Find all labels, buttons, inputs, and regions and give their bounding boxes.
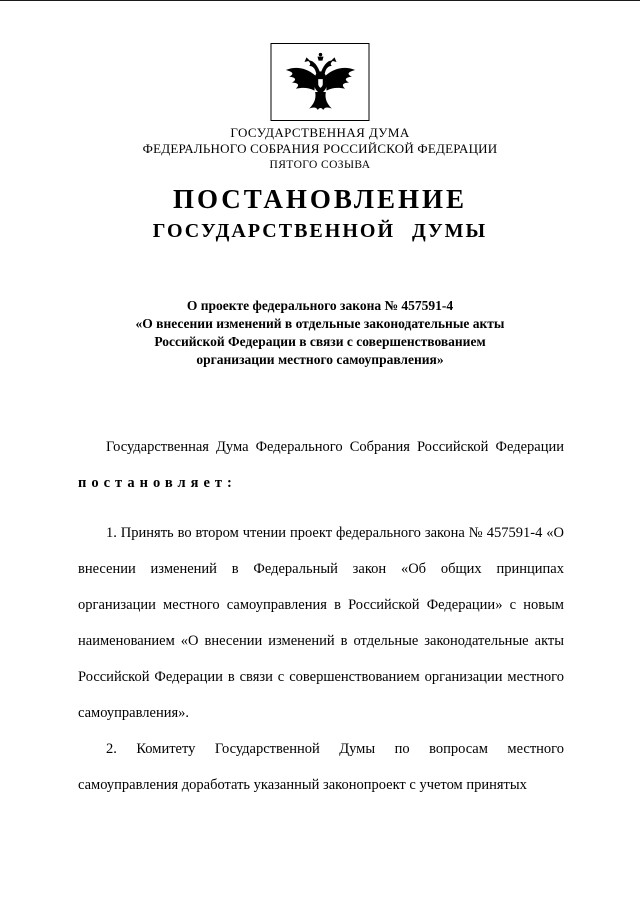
document-type-subtitle: ГОСУДАРСТВЕННОЙ ДУМЫ xyxy=(152,220,488,242)
subject-line-2: «О внесении изменений в отдельные законодательные акты xyxy=(135,316,505,331)
org-name-line1: ГОСУДАРСТВЕННАЯ ДУМА xyxy=(230,125,410,140)
subject-line-3: Российской Федерации в связи с совершенствованием xyxy=(154,334,486,349)
subject-line-4: организации местного самоуправления» xyxy=(196,352,444,367)
document-type-title: ПОСТАНОВЛЕНИЕ xyxy=(172,184,468,214)
document-type-block xyxy=(0,184,640,243)
paragraph-2: 2. Комитету Государственной Думы по вопросам местного самоуправления доработать указанный законопроект с учетом принятых xyxy=(78,741,564,793)
org-name-line2: ФЕДЕРАЛЬНОГО СОБРАНИЯ РОССИЙСКОЙ ФЕДЕРАЦИИ xyxy=(142,141,498,156)
resolve-word: постановляет: xyxy=(78,475,237,491)
org-convocation-line: ПЯТОГО СОЗЫВА xyxy=(269,159,371,171)
org-header xyxy=(0,125,640,173)
intro-sentence: Государственная Дума Федерального Собрания Российской Федерации xyxy=(106,439,564,455)
resolution-body xyxy=(78,429,564,803)
paragraph-1: 1. Принять во втором чтении проект федерального закона № 457591-4 «О внесении изменений в Федеральный закон «Об общих принципах организации местного самоуправления в Российской Федерации» с новым наименованием «О внесении изменений в отдельные законодательные акты Российской Федерации в связи с совершенствованием организации местного самоуправления». xyxy=(78,525,564,721)
coat-of-arms-box xyxy=(271,43,370,121)
double-headed-eagle-icon xyxy=(278,50,362,114)
resolution-subject xyxy=(80,297,560,369)
subject-line-1: О проекте федерального закона № 457591-4 xyxy=(186,298,454,313)
